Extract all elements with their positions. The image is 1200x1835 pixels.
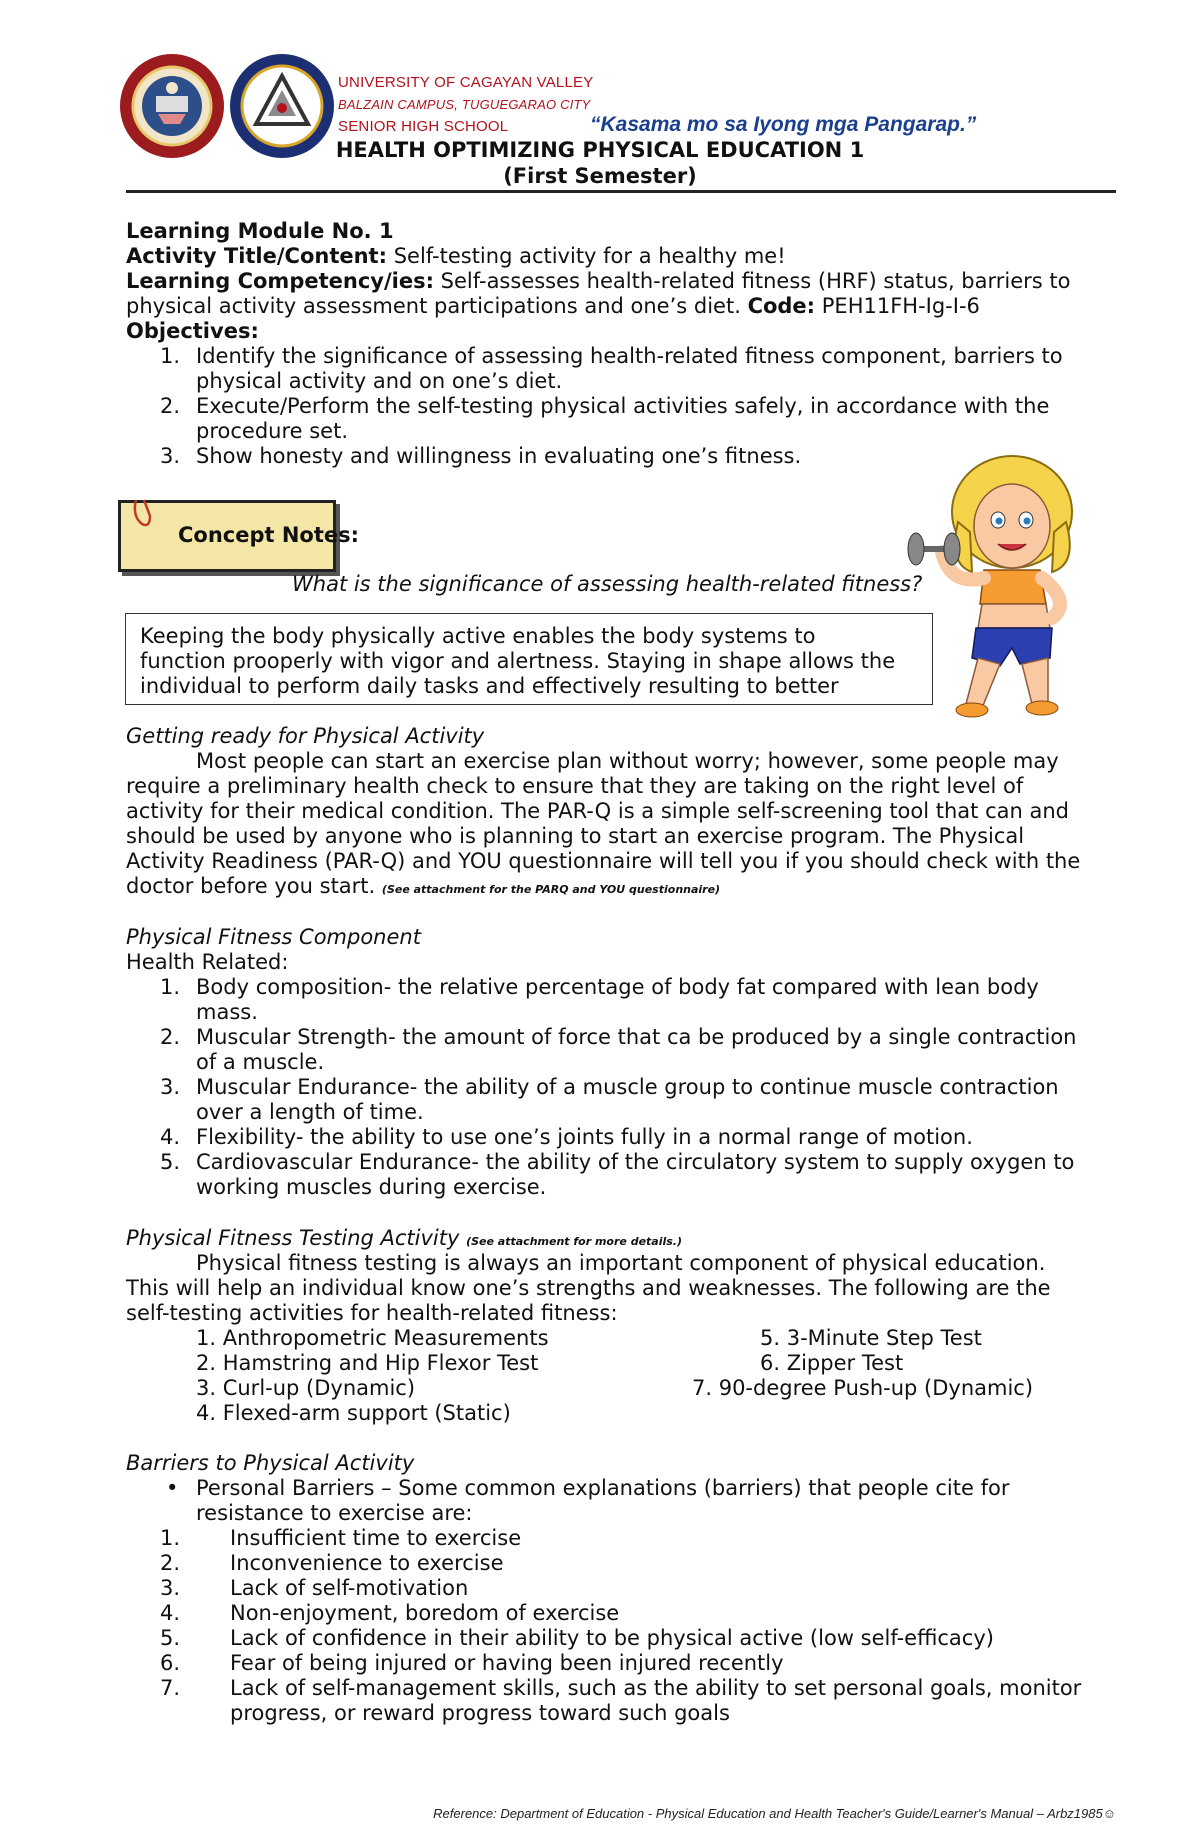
list-item: Muscular Strength- the amount of force that ca be produced by a single contraction <box>196 1025 1077 1049</box>
testing-paragraph <box>126 1251 1116 1326</box>
barriers-intro-cont: resistance to exercise are: <box>196 1501 473 1525</box>
competency-line <box>126 269 1071 294</box>
list-number: 4. <box>159 1601 180 1625</box>
list-item: Cardiovascular Endurance- the ability of the circulatory system to supply oxygen to <box>196 1150 1075 1174</box>
header-divider <box>126 190 1116 193</box>
quote-line-2: function prooperly with vigor and alertness. Staying in shape allows the <box>140 649 896 673</box>
health-related-label: Health Related: <box>126 950 289 974</box>
footer-reference: Reference: Department of Education - Physical Education and Health Teacher's Guide/Learner's Manual – Arbz1985☺ <box>433 1806 1116 1821</box>
list-item: 7. 90-degree Push-up (Dynamic) <box>692 1376 1034 1400</box>
activity-title-line <box>126 244 786 269</box>
quote-line-1: Keeping the body physically active enables the body systems to <box>140 624 816 648</box>
concept-question: What is the significance of assessing health-related fitness? <box>292 572 923 596</box>
getting-ready-paragraph <box>126 749 1116 902</box>
list-item: 3. Curl-up (Dynamic) <box>196 1376 416 1400</box>
paragraph-line: require a preliminary health check to ensure that they are taking on the right level of <box>126 774 1024 798</box>
module-number: Learning Module No. 1 <box>126 219 394 243</box>
list-number: 4. <box>159 1125 180 1149</box>
code-value: PEH11FH-Ig-I-6 <box>821 294 980 318</box>
list-number: 3. <box>159 444 180 468</box>
paragraph-line: Physical fitness testing is always an important component of physical education. <box>196 1251 1046 1275</box>
list-item-cont: procedure set. <box>196 419 348 443</box>
objectives-label: Objectives: <box>126 319 259 343</box>
paragraph-line: Most people can start an exercise plan without worry; however, some people may <box>196 749 1059 773</box>
list-number: 2. <box>159 1551 180 1575</box>
competency-line-2 <box>126 294 980 319</box>
list-number: 2. <box>159 1025 180 1049</box>
list-item: 6. Zipper Test <box>760 1351 904 1375</box>
list-item: Fear of being injured or having been injured recently <box>230 1651 784 1675</box>
attachment-note: (See attachment for more details.) <box>466 1235 683 1248</box>
list-item: Lack of self-management skills, such as the ability to set personal goals, monitor <box>230 1676 1082 1700</box>
list-item-cont: working muscles during exercise. <box>196 1175 547 1199</box>
list-number: 7. <box>159 1676 180 1700</box>
list-number: 1. <box>159 1526 180 1550</box>
list-item: 4. Flexed-arm support (Static) <box>196 1401 511 1425</box>
list-item: Insufficient time to exercise <box>230 1526 522 1550</box>
paragraph-line: activity for their medical condition. The PAR-Q is a simple self-screening tool that can and <box>126 799 1069 823</box>
list-number: 1. <box>159 975 180 999</box>
attachment-note: (See attachment for the PARQ and YOU questionnaire) <box>381 883 721 896</box>
campus-name: BALZAIN CAMPUS, TUGUEGARAO CITY <box>338 97 591 112</box>
section-title-fitness-component: Physical Fitness Component <box>126 925 421 949</box>
activity-value: Self-testing activity for a healthy me! <box>393 244 786 268</box>
list-item: Flexibility- the ability to use one’s joints fully in a normal range of motion. <box>196 1125 973 1149</box>
code-label: Code: <box>747 294 816 318</box>
list-item: Muscular Endurance- the ability of a muscle group to continue muscle contraction <box>196 1075 1059 1099</box>
activity-label: Activity Title/Content: <box>126 244 387 268</box>
testing-title-line <box>126 1226 682 1254</box>
paragraph-last-line <box>126 874 1116 902</box>
list-number: 3. <box>159 1075 180 1099</box>
list-item: 1. Anthropometric Measurements <box>196 1326 549 1350</box>
list-item: Lack of self-motivation <box>230 1576 469 1600</box>
university-name: UNIVERSITY OF CAGAYAN VALLEY <box>338 74 594 91</box>
paragraph-line: This will help an individual know one’s strengths and weaknesses. The following are the <box>126 1276 1051 1300</box>
paragraph-line: should be used by anyone who is planning to start an exercise program. The Physical <box>126 824 1025 848</box>
list-item-cont: of a muscle. <box>196 1050 325 1074</box>
bullet-icon: • <box>166 1476 179 1500</box>
competency-text: Self-assesses health-related fitness (HRF) status, barriers to <box>440 269 1071 293</box>
list-item: 5. 3-Minute Step Test <box>760 1326 982 1350</box>
list-item: Execute/Perform the self-testing physical activities safely, in accordance with the <box>196 394 1050 418</box>
competency-label: Learning Competency/ies: <box>126 269 434 293</box>
section-title-barriers: Barriers to Physical Activity <box>126 1451 415 1475</box>
list-item: Body composition- the relative percentage of body fat compared with lean body <box>196 975 1039 999</box>
semester-label: (First Semester) <box>503 164 697 188</box>
list-number: 2. <box>159 394 180 418</box>
competency-text-2: physical activity assessment participations and one’s diet. <box>126 294 741 318</box>
list-number: 3. <box>159 1576 180 1600</box>
list-item-cont: mass. <box>196 1000 258 1024</box>
list-item: 2. Hamstring and Hip Flexor Test <box>196 1351 539 1375</box>
school-motto: “Kasama mo sa Iyong mga Pangarap.” <box>590 113 977 136</box>
list-number: 5. <box>159 1150 180 1174</box>
list-number: 5. <box>159 1626 180 1650</box>
school-name: SENIOR HIGH SCHOOL <box>338 118 509 135</box>
list-item: Non-enjoyment, boredom of exercise <box>230 1601 620 1625</box>
list-number: 1. <box>159 344 180 368</box>
list-item: Show honesty and willingness in evaluating one’s fitness. <box>196 444 802 468</box>
course-title: HEALTH OPTIMIZING PHYSICAL EDUCATION 1 <box>335 138 865 162</box>
paragraph-line: doctor before you start. <box>126 874 376 898</box>
concept-notes-label: Concept Notes: <box>178 523 360 547</box>
list-item: Inconvenience to exercise <box>230 1551 504 1575</box>
quote-line-3: individual to perform daily tasks and effectively resulting to better <box>140 674 839 698</box>
list-item-cont: over a length of time. <box>196 1100 424 1124</box>
list-number: 6. <box>159 1651 180 1675</box>
section-title-getting-ready: Getting ready for Physical Activity <box>126 724 485 748</box>
section-title-testing: Physical Fitness Testing Activity <box>126 1226 460 1250</box>
list-item-cont: progress, or reward progress toward such goals <box>230 1701 730 1725</box>
barriers-intro: Personal Barriers – Some common explanations (barriers) that people cite for <box>196 1476 1010 1500</box>
list-item: Lack of confidence in their ability to be physical active (low self-efficacy) <box>230 1626 994 1650</box>
paragraph-line: self-testing activities for health-related fitness: <box>126 1301 618 1325</box>
concept-quote-box <box>125 613 933 705</box>
list-item: Identify the significance of assessing health-related fitness component, barriers to <box>196 344 1063 368</box>
list-item-cont: physical activity and on one’s diet. <box>196 369 563 393</box>
paragraph-line: Activity Readiness (PAR-Q) and YOU questionnaire will tell you if you should check with the <box>126 849 1081 873</box>
